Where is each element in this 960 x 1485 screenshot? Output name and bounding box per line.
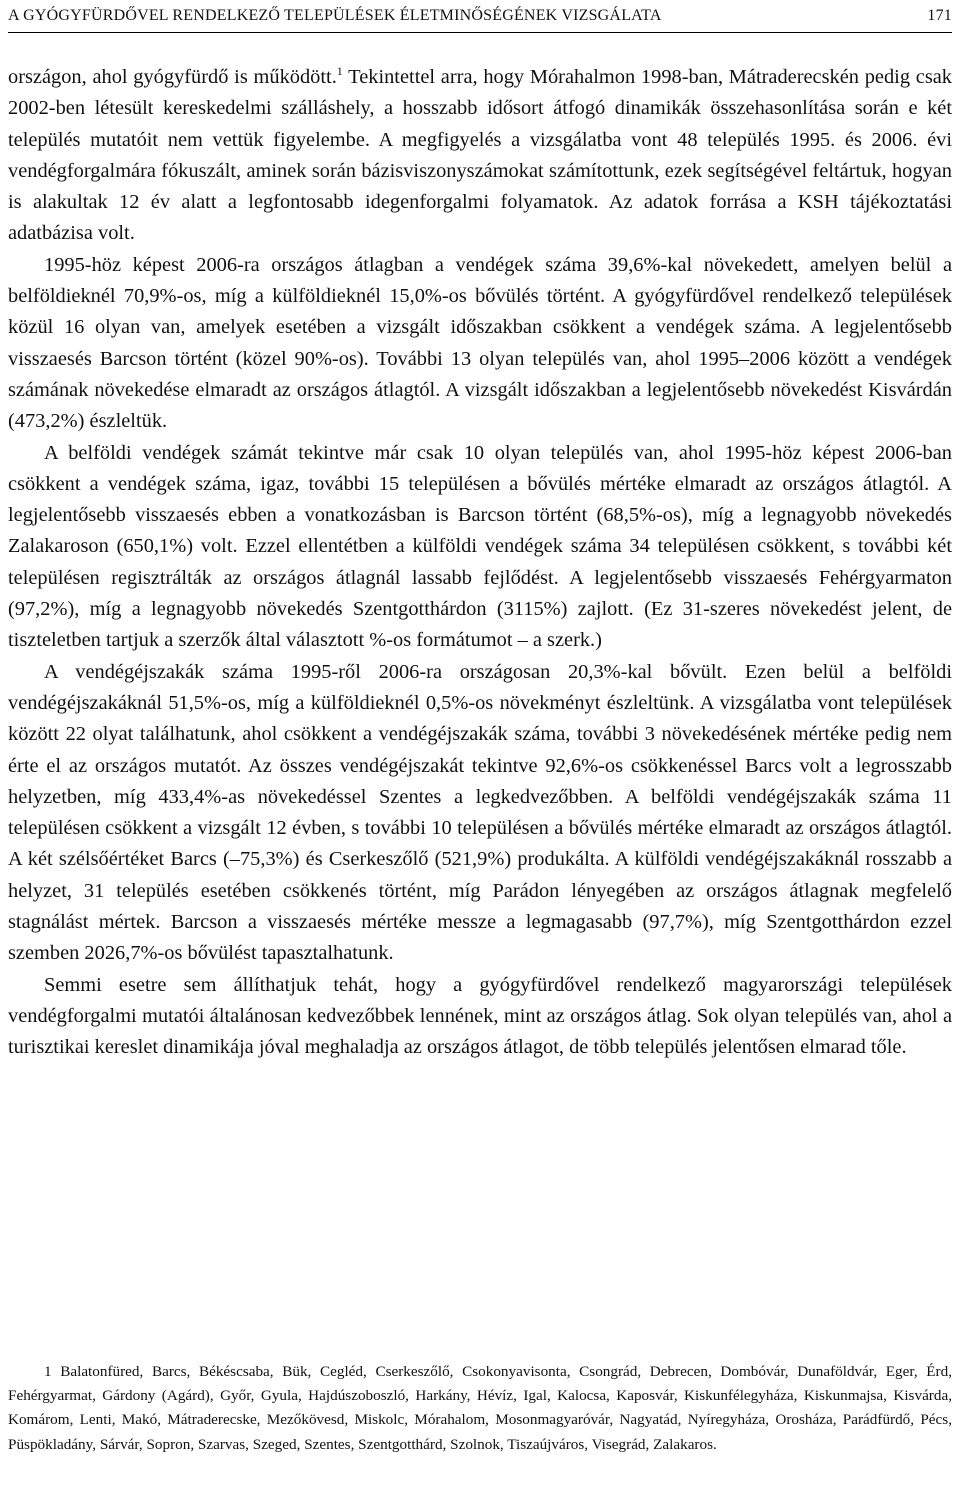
body-text [8, 62, 952, 1064]
page-number: 171 [927, 7, 952, 24]
running-header-title: A GYÓGYFÜRDŐVEL RENDELKEZŐ TELEPÜLÉSEK ÉLETMINŐSÉGÉNEK VIZSGÁLATA [8, 7, 662, 24]
paragraph-4: A vendégéjszakák száma 1995-ről 2006-ra országosan 20,3%-kal bővült. Ezen belül a belföldi vendégéjszakáknál 51,5%-os, míg a külföldieknél 0,5%-os növekményt észleltünk. A vizsgálatba vont települések között 22 olyat találhatunk, ahol csökkent a vendégéjszakák száma, további 3 növekedésének mértéke pedig nem érte el az országos mutatót. Az összes vendégéjszakát tekintve 92,6%-os csökkenéssel Barcs volt a legrosszabb helyzetben, míg 433,4%-as növekedéssel Szentes a legkedvezőbben. A belföldi vendégéjszakák száma 11 településen csökkent a vizsgált 12 évben, s további 10 településen a bővülés mértéke elmaradt az országos átlagtól. A két szélsőértéket Barcs (–75,3%) és Cserkeszőlő (521,9%) produkálta. A külföldi vendégéjszakáknál rosszabb a helyzet, 31 település esetében csökkenés történt, míg Parádon lényegében az országos átlagnak megfelelő stagnálást mértek. Barcson a visszaesés mértéke messze a legmagasabb (97,7%), míg Szentgotthárdon ezzel szemben 2026,7%-os bővülést tapasztalhatunk. [8, 660, 952, 965]
header-rule [8, 32, 952, 33]
paragraph-1-rest: Tekintettel arra, hogy Mórahalmon 1998-ban, Mátraderecskén pedig csak 2002-ben létesült kereskedelmi szálláshely, a hosszabb idősort átfogó dinamikák összehasonlítása során e két település mutatóit nem vettük figyelembe. A megfigyelés a vizsgálatba vont 48 település 1995. és 2006. évi vendégforgalmára fókuszált, aminek során bázisviszonyszámokat számítottunk, ezek segítségével feltártuk, hogyan is alakultak 12 év alatt a legfontosabb idegenforgalmi folyamatok. Az adatok forrása a KSH tájékoztatási adatbázisa volt. [8, 66, 952, 245]
paragraph-2: 1995-höz képest 2006-ra országos átlagban a vendégek száma 39,6%-kal növekedett, amelyen belül a belföldieknél 70,9%-os, míg a külföldieknél 15,0%-os bővülés történt. A gyógyfürdővel rendelkező települések közül 16 olyan van, amelyek esetében a vizsgált időszakban csökkent a vendégek száma. A legjelentősebb visszaesés Barcson történt (közel 90%-os). További 13 olyan település van, ahol 1995–2006 között a vendégek számának növekedése elmaradt az országos átlagtól. A vizsgált időszakban a legjelentősebb növekedést Kisvárdán (473,2%) észleltük. [8, 253, 952, 433]
footnote-marker: 1 [336, 64, 343, 79]
paragraph-5: Semmi esetre sem állíthatjuk tehát, hogy a gyógyfürdővel rendelkező magyarországi települések vendégforgalmi mutatói általánosan kedvezőbbek lennének, mint az országos átlag. Sok olyan település van, ahol a turisztikai kereslet dinamikája jóval meghaladja az országos átlagot, de több település jelentősen elmarad tőle. [8, 973, 952, 1059]
footnote: 1 Balatonfüred, Barcs, Békéscsaba, Bük, Cegléd, Cserkeszőlő, Csokonyavisonta, Csongrád, Debrecen, Dombóvár, Dunaföldvár, Eger, Érd, Fehérgyarmat, Gárdony (Agárd), Győr, Gyula, Hajdúszoboszló, Harkány, Hévíz, Igal, Kalocsa, Kaposvár, Kiskunfélegyháza, Kiskunmajsa, Kisvárda, Komárom, Lenti, Makó, Mátraderecske, Mezőkövesd, Miskolc, Mórahalom, Mosonmagyaróvár, Nagyatád, Nyíregyháza, Orosháza, Parádfürdő, Pécs, Püspökladány, Sárvár, Sopron, Szarvas, Szeged, Szentes, Szentgotthárd, Szolnok, Tiszaújváros, Visegrád, Zalakaros. [8, 1363, 952, 1453]
running-header [8, 3, 952, 29]
paragraph-1 [8, 62, 952, 250]
paragraph-1-lead: országon, ahol gyógyfürdő is működött. [8, 66, 337, 88]
paragraph-3: A belföldi vendégek számát tekintve már csak 10 olyan település van, ahol 1995-höz képest 2006-ban csökkent a vendégek száma, igaz, további 15 településen a bővülés mértéke elmaradt az országos átlagtól. A legjelentősebb visszaesés ebben a vonatkozásban is Barcson történt (68,5%-os), míg a legnagyobb növekedés Zalakaroson (650,1%) volt. Ezzel ellentétben a külföldi vendégek száma 34 településen csökkent, s további két településen regisztrálták az országos átlagnál lassabb fejlődést. A legjelentősebb visszaesés Fehérgyarmaton (97,2%), míg a legnagyobb növekedés Szentgotthárdon (3115%) zajlott. (Ez 31-szeres növekedést jelent, de tiszteletben tartjuk a szerzők által választott %-os formátumot – a szerk.) [8, 441, 952, 652]
